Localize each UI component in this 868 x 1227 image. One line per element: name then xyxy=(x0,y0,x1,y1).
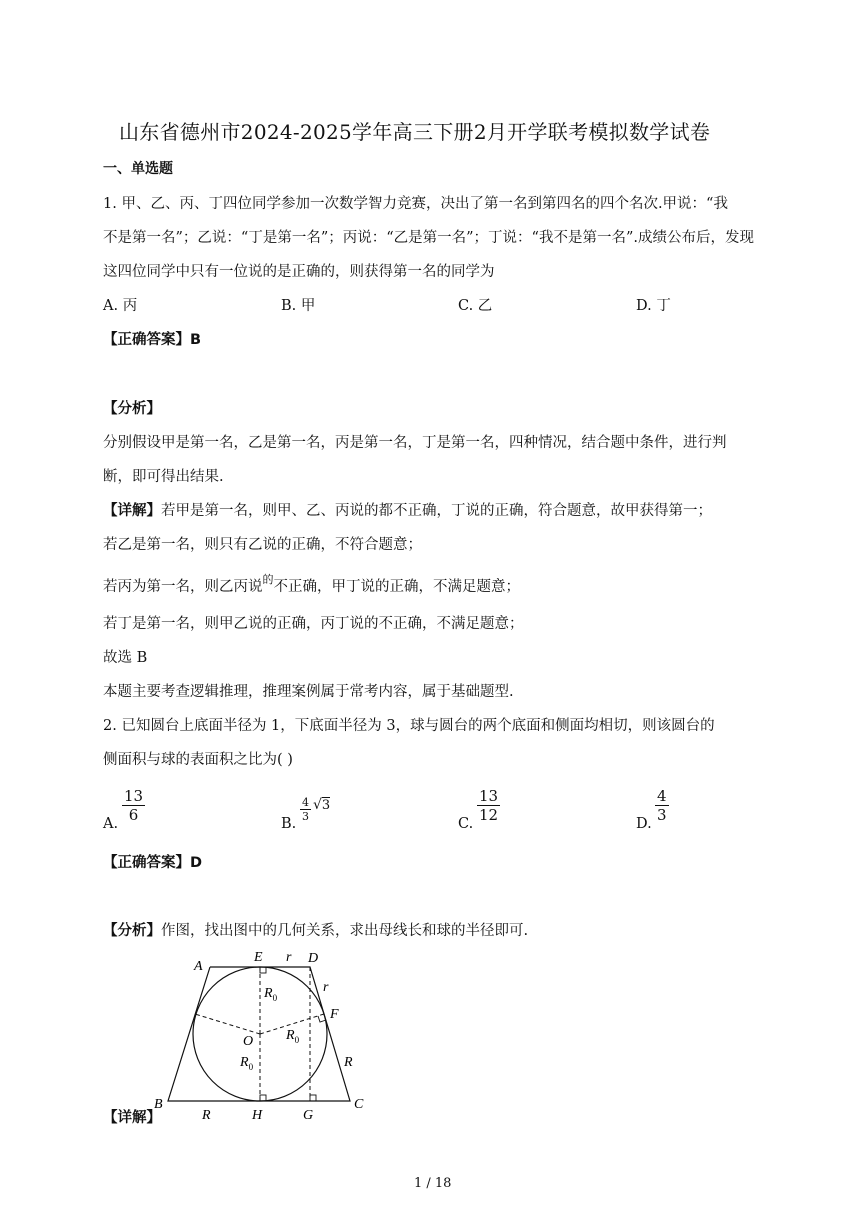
label-o: O xyxy=(243,1034,254,1049)
q1-detail-line-5: 故选 B xyxy=(103,650,148,666)
q1-analysis-line-2: 断，即可得出结果. xyxy=(103,469,224,485)
label-r-side: r xyxy=(323,980,329,995)
q2-option-b-radicand: 3 xyxy=(321,798,331,813)
q2-option-b-label[interactable]: B. xyxy=(281,816,297,832)
q1-detail-line-2: 若乙是第一名，则只有乙说的正确，不符合题意； xyxy=(103,537,422,553)
q1-detail-line-4: 若丁是第一名，则甲乙说的正确，丙丁说的不正确，不满足题意； xyxy=(103,616,524,632)
label-c: C xyxy=(354,1097,364,1112)
label-b: B xyxy=(154,1097,163,1112)
q1-option-b[interactable]: B. 甲 xyxy=(281,298,316,314)
q1-detail-label: 【详解】 xyxy=(103,503,161,519)
question-1-line-1: 1. 甲、乙、丙、丁四位同学参加一次数学智力竞赛，决出了第一名到第四名的四个名次.甲说：“我 xyxy=(103,196,728,212)
page-title: 山东省德州市2024-2025学年高三下册2月开学联考模拟数学试卷 xyxy=(119,120,711,144)
q2-detail-label: 【详解】 xyxy=(103,1110,161,1126)
q2-option-d-denominator: 3 xyxy=(657,806,667,824)
label-g: G xyxy=(303,1108,314,1123)
q2-analysis-line xyxy=(103,919,528,940)
q2-option-a-label[interactable]: A. xyxy=(103,816,119,832)
label-r-bottom: R xyxy=(202,1108,211,1123)
label-r0-right: $R_0$ xyxy=(286,1028,300,1045)
q1-analysis-label: 【分析】 xyxy=(103,401,161,417)
q2-option-d-numerator: 4 xyxy=(657,787,667,805)
q1-analysis-line-1: 分别假设甲是第一名，乙是第一名，丙是第一名，丁是第一名，四种情况，结合题中条件，进行判 xyxy=(103,435,727,451)
q2-option-a-denominator: 6 xyxy=(128,806,139,824)
q1-option-a[interactable]: A. 丙 xyxy=(103,298,138,314)
q2-option-c-denominator: 12 xyxy=(479,806,499,824)
q2-option-d-fraction[interactable] xyxy=(655,787,669,824)
label-d: D xyxy=(308,951,319,966)
q2-option-b-fraction[interactable] xyxy=(300,796,311,823)
q2-option-c-numerator: 13 xyxy=(479,787,499,805)
q2-option-a-fraction[interactable] xyxy=(122,787,145,824)
label-r-top: r xyxy=(286,950,292,965)
right-angle-e xyxy=(260,967,266,973)
label-f: F xyxy=(330,1007,339,1022)
question-1-line-3: 这四位同学中只有一位说的是正确的，则获得第一名的同学为 xyxy=(103,264,495,280)
radius-to-left xyxy=(195,1014,260,1034)
q2-option-b-denominator: 3 xyxy=(302,810,309,823)
label-r0-bottom: $R_0$ xyxy=(240,1055,254,1072)
question-2-line-1: 2. 已知圆台上底面半径为 1，下底面半径为 3，球与圆台的两个底面和侧面均相切，则该圆台的 xyxy=(103,718,715,734)
q1-option-d[interactable]: D. 丁 xyxy=(636,298,671,314)
q2-correct-answer: 【正确答案】D xyxy=(103,855,203,871)
q1-option-c[interactable]: C. 乙 xyxy=(458,298,493,314)
q2-option-b-numerator: 4 xyxy=(302,796,309,809)
label-h: H xyxy=(252,1108,263,1123)
q2-analysis-text: 作图，找出图中的几何关系，求出母线长和球的半径即可. xyxy=(161,923,529,939)
label-r0-top: $R_0$ xyxy=(264,986,278,1003)
question-1-line-2: 不是第一名”；乙说：“丁是第一名”；丙说：“乙是第一名”；丁说：“我不是第一名”.成绩公布后，发现 xyxy=(103,230,754,246)
q1-detail-text-3b: 不正确，甲丁说的正确，不满足题意； xyxy=(273,579,520,595)
section-heading: 一、单选题 xyxy=(103,161,173,177)
q2-analysis-label: 【分析】 xyxy=(103,923,161,939)
q2-option-c-fraction[interactable] xyxy=(477,787,500,824)
label-a: A xyxy=(194,959,203,974)
sqrt-icon: √ xyxy=(313,797,322,813)
right-angle-g xyxy=(310,1095,316,1101)
q1-detail-line-1 xyxy=(103,499,712,520)
q1-detail-line-3 xyxy=(103,575,520,596)
label-r-side-big: R xyxy=(344,1055,353,1070)
q2-option-a-numerator: 13 xyxy=(124,787,144,805)
q1-correct-answer: 【正确答案】B xyxy=(103,332,202,348)
q1-detail-text-1: 若甲是第一名，则甲、乙、丙说的都不正确，丁说的正确，符合题意，故甲获得第一； xyxy=(161,503,712,519)
frustum-figure xyxy=(140,945,380,1130)
right-angle-h xyxy=(260,1095,266,1101)
q1-comment: 本题主要考查逻辑推理，推理案例属于常考内容，属于基础题型. xyxy=(103,684,514,700)
q2-option-b-sqrt xyxy=(313,797,330,813)
q2-option-d-label[interactable]: D. xyxy=(636,816,652,832)
q2-option-c-label[interactable]: C. xyxy=(458,816,474,832)
q1-detail-text-3a: 若丙为第一名，则乙丙说 xyxy=(103,579,263,595)
question-2-line-2: 侧面积与球的表面积之比为( ) xyxy=(103,752,293,768)
label-e: E xyxy=(254,950,263,965)
page-number: 1 / 18 xyxy=(414,1176,452,1191)
q1-detail-sup: 的 xyxy=(262,573,274,586)
